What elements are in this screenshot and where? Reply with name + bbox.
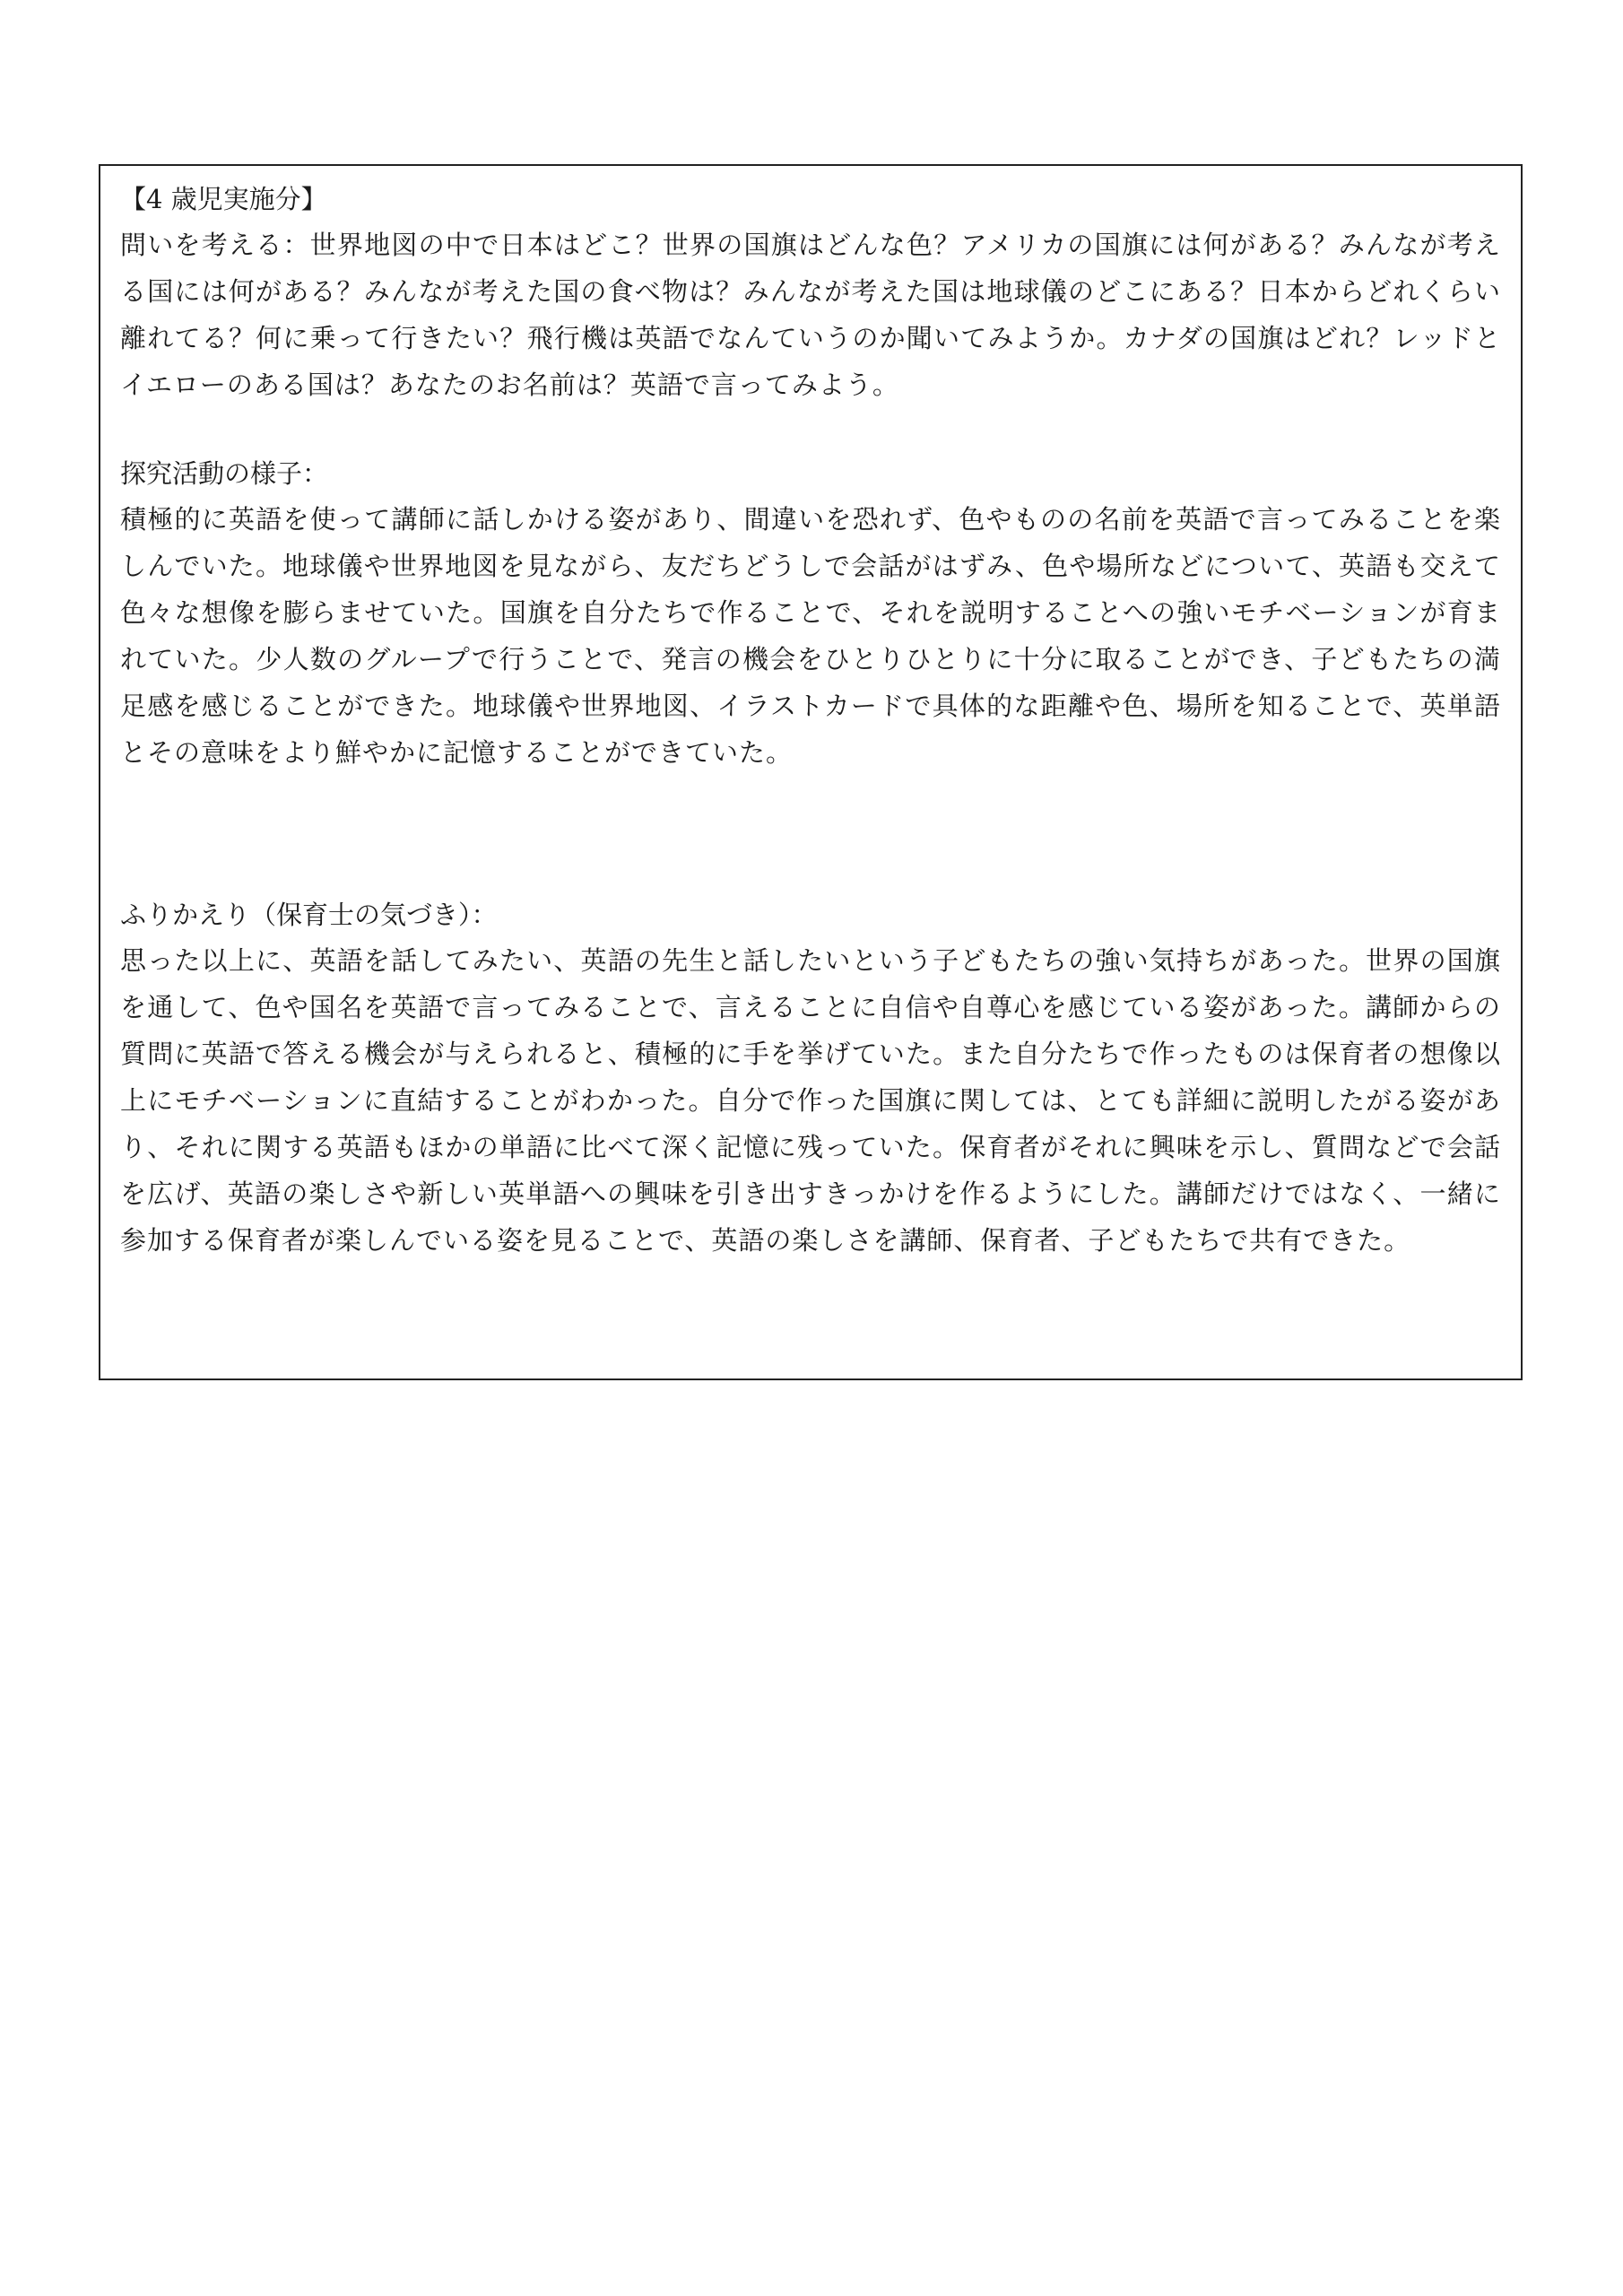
report-box bbox=[99, 164, 1523, 1380]
section-label: 【4 歳児実施分】 bbox=[120, 184, 327, 214]
spacer bbox=[120, 408, 1501, 451]
questions-paragraph: 問いを考える：世界地図の中で日本はどこ？世界の国旗はどんな色？アメリカの国旗には何がある？みんなが考える国には何がある？みんなが考えた国の食べ物は？みんなが考えた国は地球儀のどこにある？日本からどれくらい離れてる？何に乗って行きたい？飛行機は英語でなんていうのか聞いてみようか。カナダの国旗はどれ？レッドとイエローのある国は？あなたのお名前は？英語で言ってみよう。 bbox=[120, 230, 1501, 400]
activity-heading: 探究活動の様子： bbox=[120, 458, 329, 489]
spacer bbox=[120, 776, 1501, 892]
activity-paragraph: 積極的に英語を使って講師に話しかける姿があり、間違いを恐れず、色やものの名前を英語で言ってみることを楽しんでいた。地球儀や世界地図を見ながら、友だちどうしで会話がはずみ、色や場所などについて、英語も交えて色々な想像を膨らませていた。国旗を自分たちで作ることで、それを説明することへの強いモチベーションが育まれていた。少人数のグループで行うことで、発言の機会をひとりひとりに十分に取ることができ、子どもたちの満足感を感じることができた。地球儀や世界地図、イラストカードで具体的な距離や色、場所を知ることで、英単語とその意味をより鮮やかに記憶することができていた。 bbox=[120, 504, 1501, 768]
reflection-heading: ふりかえり（保育士の気づき）： bbox=[120, 900, 498, 930]
reflection-paragraph: 思った以上に、英語を話してみたい、英語の先生と話したいという子どもたちの強い気持ちがあった。世界の国旗を通して、色や国名を英語で言ってみることで、言えることに自信や自尊心を感じている姿があった。講師からの質問に英語で答える機会が与えられると、積極的に手を挙げていた。また自分たちで作ったものは保育者の想像以上にモチベーションに直結することがわかった。自分で作った国旗に関しては、とても詳細に説明したがる姿があり、それに関する英語もほかの単語に比べて深く記憶に残っていた。保育者がそれに興味を示し、質問などで会話を広げ、英語の楽しさや新しい英単語への興味を引き出すきっかけを作るようにした。講師だけではなく、一緒に参加する保育者が楽しんでいる姿を見ることで、英語の楽しさを講師、保育者、子どもたちで共有できた。 bbox=[120, 945, 1501, 1256]
